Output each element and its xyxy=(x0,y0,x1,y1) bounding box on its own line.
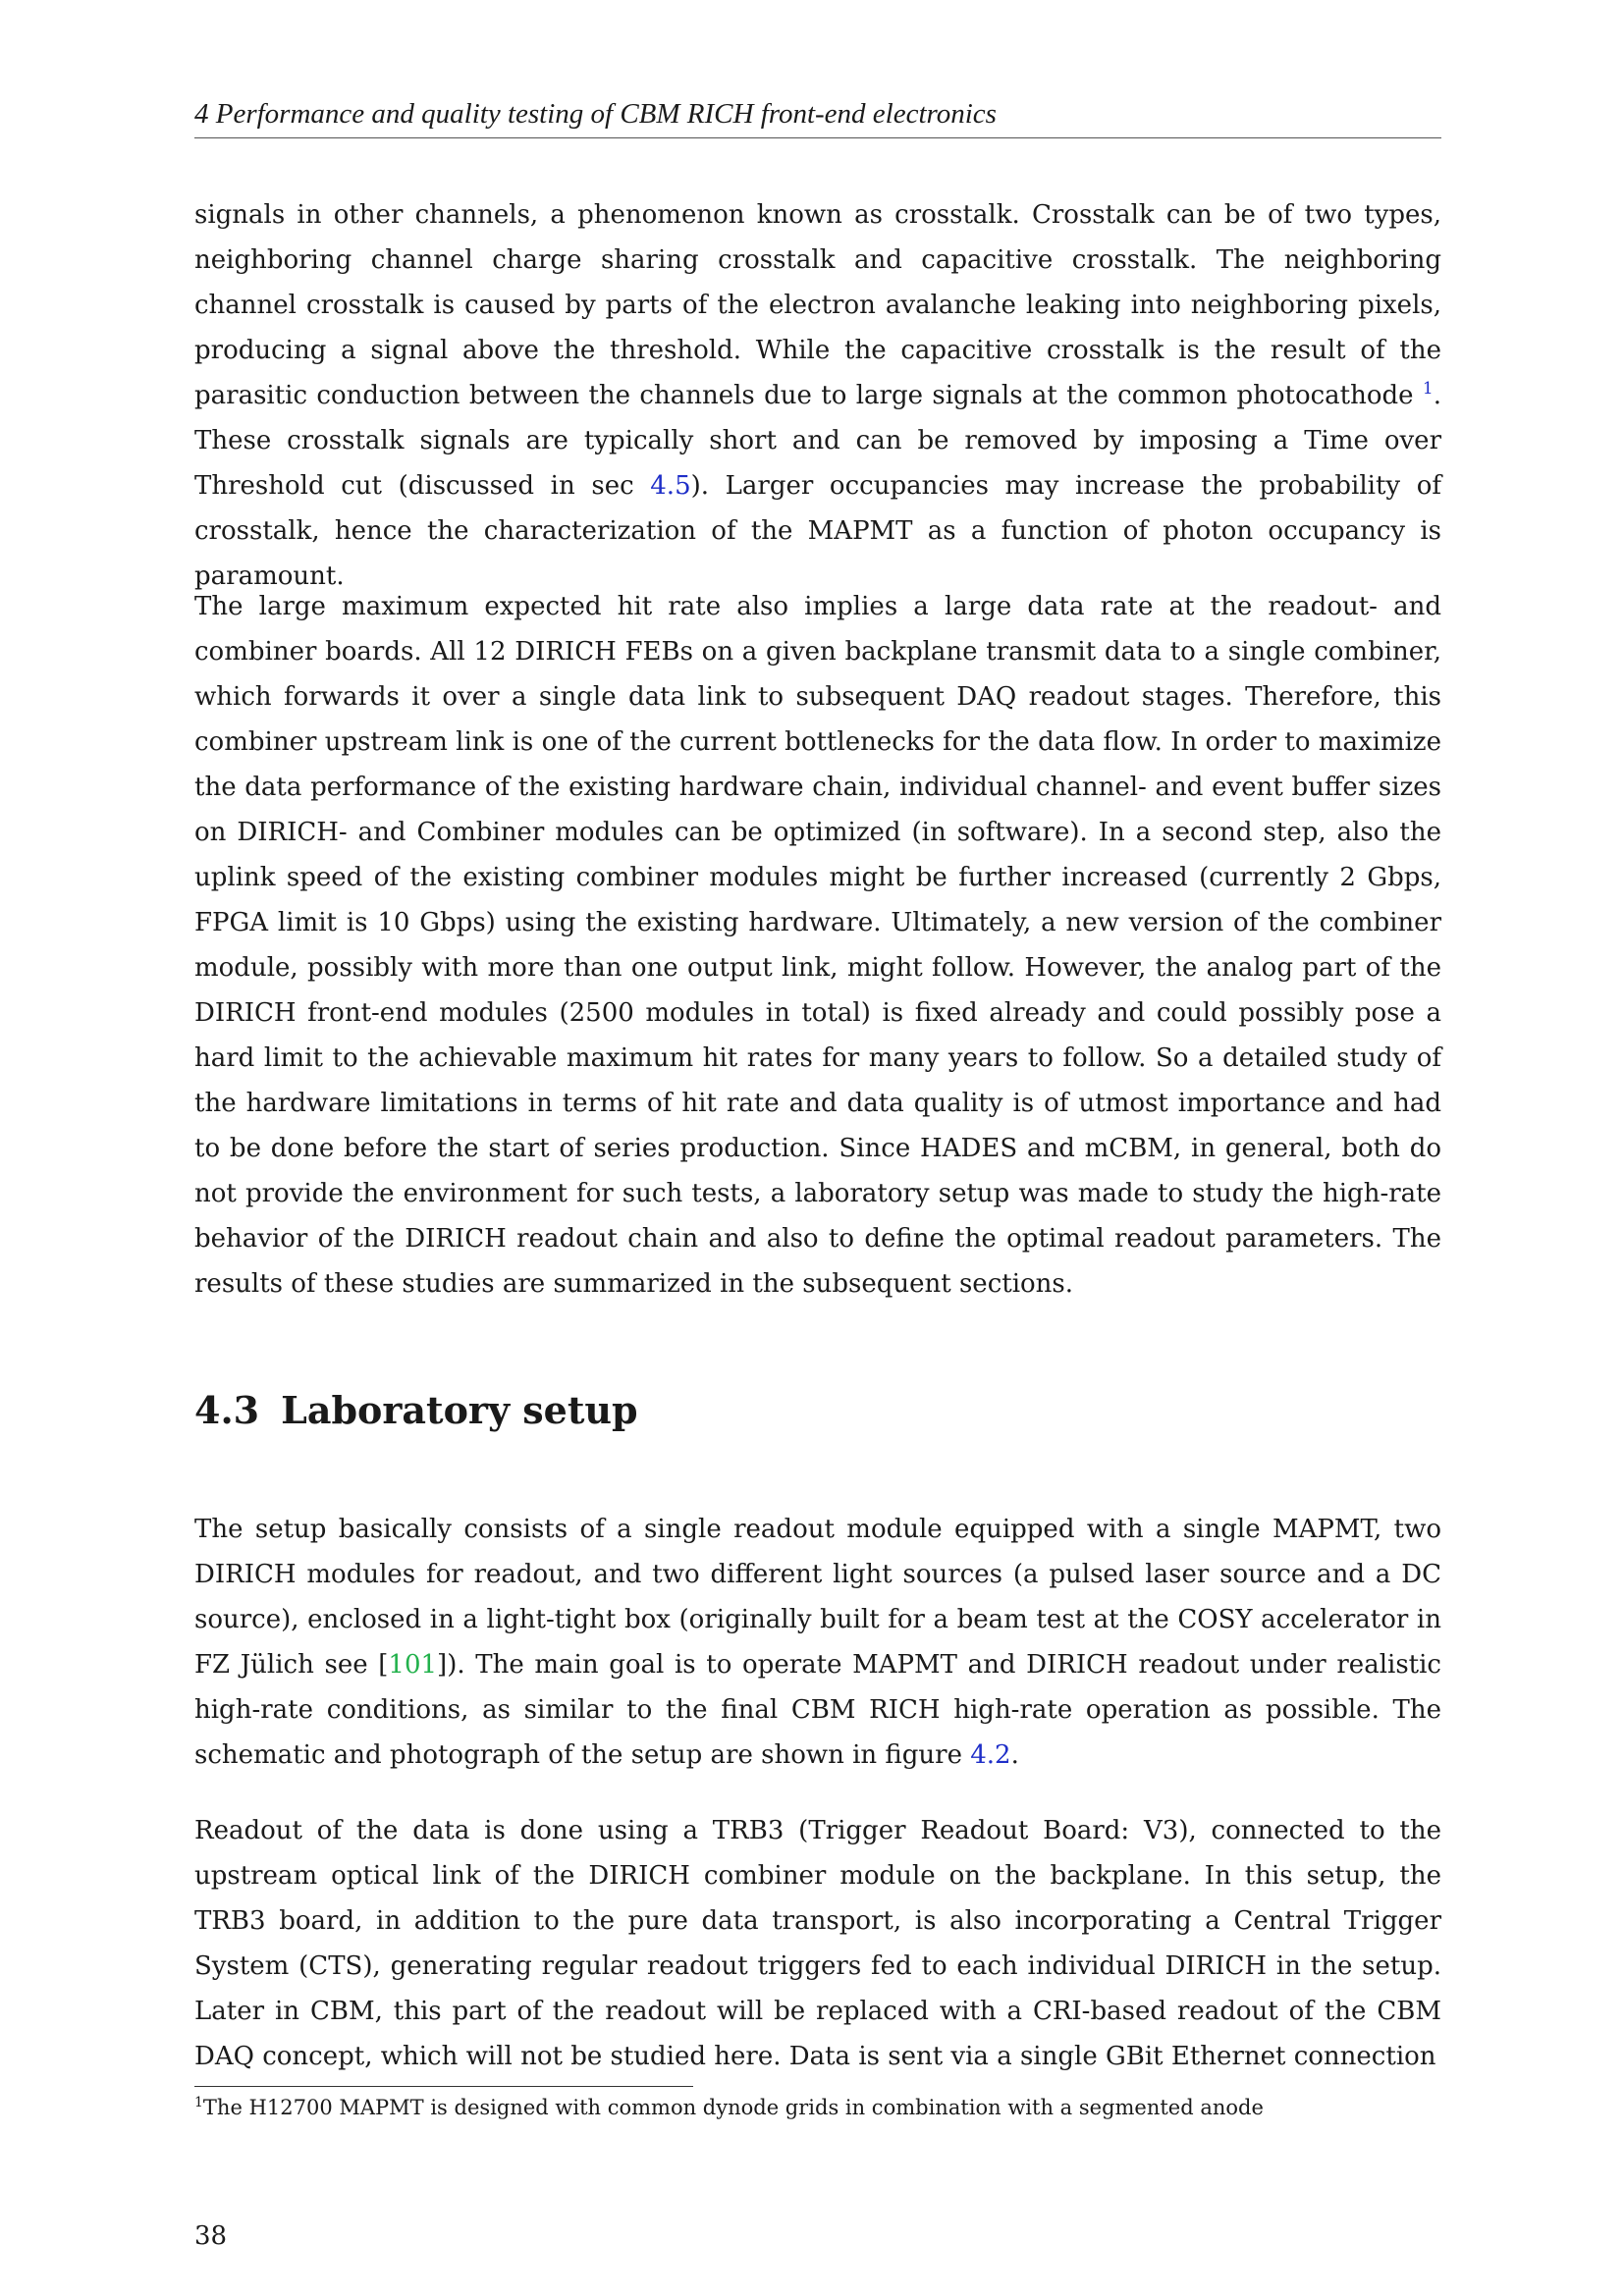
paragraph-readout: Readout of the data is done using a TRB3 (Trigger Readout Board: V3), connected to the upstream optical link of the DIRICH combiner module on the backplane. In this setup, the TRB3 board, in addition to the pure data transport, is also incorporating a Central Trigger System (CTS), generating regular readout triggers fed to each individual DIRICH in the setup. Later in CBM, this part of the readout will be replaced with a CRI-based readout of the CBM DAQ concept, which will not be studied here. Data is sent via a single GBit Ethernet connection xyxy=(194,1816,1441,2071)
footnote xyxy=(194,2093,1441,2122)
running-head: 4 Performance and quality testing of CBM RICH front-end electronics xyxy=(194,98,997,130)
section-ref-link[interactable]: 4.5 xyxy=(650,471,691,501)
paragraph-setup xyxy=(194,1507,1441,1778)
footnote-marker[interactable]: 1 xyxy=(1422,379,1434,399)
text-segment: ). Larger occupancies may increase the probability of crosstalk, hence the characterization of the MAPMT as a function of photon occupancy is paramount. xyxy=(194,471,1441,591)
footnote-text: The H12700 MAPMT is designed with common dynode grids in combination with a segmented anode xyxy=(202,2096,1264,2119)
paragraph-data-rate: The large maximum expected hit rate also implies a large data rate at the readout- and combiner boards. All 12 DIRICH FEBs on a given backplane transmit data to a single combiner, which forwards it over a single data link to subsequent DAQ readout stages. Therefore, this combiner upstream link is one of the current bottlenecks for the data flow. In order to maximize the data performance of the existing hardware chain, individual channel- and event buffer sizes on DIRICH- and Combiner modules can be optimized (in software). In a second step, also the uplink speed of the existing combiner modules might be further increased (currently 2 Gbps, FPGA limit is 10 Gbps) using the existing hardware. Ultimately, a new version of the combiner module, possibly with more than one output link, might follow. However, the analog part of the DIRICH front-end modules (2500 modules in total) is fixed already and could possibly pose a hard limit to the achievable maximum hit rates for many years to follow. So a detailed study of the hardware limitations in terms of hit rate and data quality is of utmost importance and had to be done before the start of series production. Since HADES and mCBM, in general, both do not provide the environment for such tests, a laboratory setup was made to study the high-rate behavior of the DIRICH readout chain and also to define the optimal readout parameters. The results of these studies are summarized in the subsequent sections. xyxy=(194,592,1441,1299)
section-number: 4.3 xyxy=(194,1388,260,1432)
text-segment: ]). The main goal is to operate MAPMT and DIRICH readout under realistic high-rate conditions, as similar to the final CBM RICH high-rate operation as possible. The schematic and photograph of the setup are shown in figure xyxy=(194,1650,1441,1770)
text-segment: . These crosstalk signals are typically short and can be removed by imposing a Time over Threshold cut (discussed in sec xyxy=(194,381,1441,501)
citation-link[interactable]: 101 xyxy=(388,1650,438,1680)
paragraph-crosstalk xyxy=(194,192,1441,599)
figure-ref-link[interactable]: 4.2 xyxy=(970,1740,1011,1770)
section-heading xyxy=(194,1386,638,1435)
header-rule xyxy=(194,137,1441,138)
text-segment: signals in other channels, a phenomenon known as crosstalk. Crosstalk can be of two types, neighboring channel charge sharing crosstalk and capacitive crosstalk. The neighboring channel crosstalk is caused by parts of the electron avalanche leaking into neighboring pixels, producing a signal above the threshold. While the capacitive crosstalk is the result of the parasitic conduction between the channels due to large signals at the common photocathode xyxy=(194,200,1441,410)
footnote-mark: 1 xyxy=(194,2095,203,2110)
text-segment: The setup basically consists of a single readout module equipped with a single MAPMT, two DIRICH modules for readout, and two different light sources (a pulsed laser source and a DC source), enclosed in a light-tight box (originally built for a beam test at the COSY accelerator in FZ Jülich see [ xyxy=(194,1515,1441,1680)
text-segment: . xyxy=(1010,1740,1019,1770)
section-title: Laboratory setup xyxy=(281,1388,638,1432)
footnote-rule xyxy=(194,2086,693,2087)
page-number: 38 xyxy=(194,2221,228,2251)
